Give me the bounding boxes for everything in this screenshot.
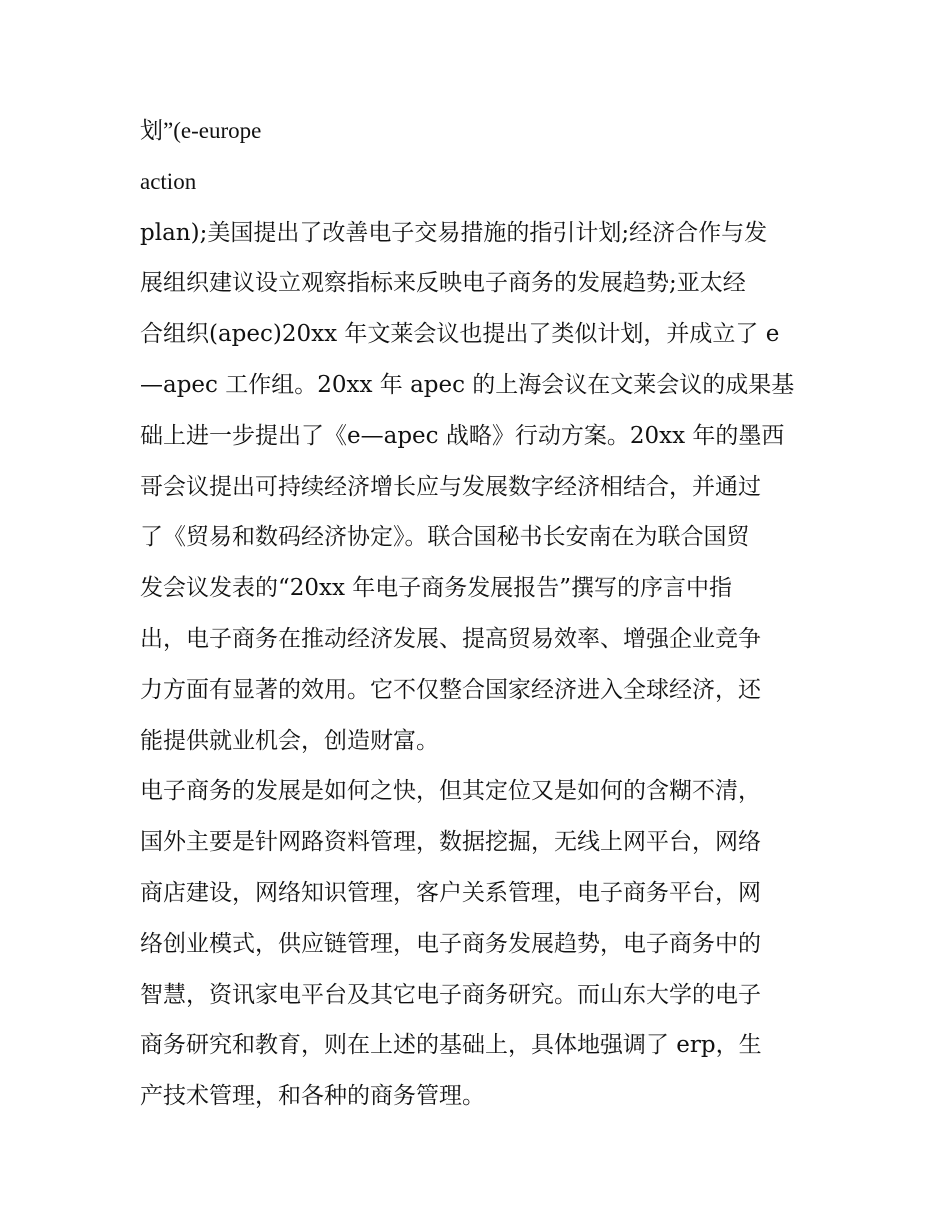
text-line-6: —apec 工作组。20xx 年 apec 的上海会议在文莱会议的成果基	[140, 371, 795, 398]
document-body	[140, 106, 820, 1122]
text-line-12: 力方面有显著的效用。它不仅整合国家经济进入全球经济，还	[140, 676, 761, 703]
text-line-15: 国外主要是针网路资料管理，数据挖掘，无线上网平台，网络	[140, 829, 761, 856]
text-line-9: 了《贸易和数码经济协定》。联合国秘书长安南在为联合国贸	[140, 524, 750, 551]
text-line-18: 智慧，资讯家电平台及其它电子商务研究。而山东大学的电子	[140, 981, 761, 1008]
text-line-17: 络创业模式，供应链管理，电子商务发展趋势，电子商务中的	[140, 930, 761, 957]
text-line-4: 展组织建议设立观察指标来反映电子商务的发展趋势;亚太经	[140, 270, 746, 297]
text-line-8: 哥会议提出可持续经济增长应与发展数字经济相结合，并通过	[140, 473, 761, 500]
text-line-14: 电子商务的发展是如何之快，但其定位又是如何的含糊不清，	[140, 778, 761, 805]
text-line-13: 能提供就业机会，创造财富。	[140, 727, 439, 754]
text-line-7: 础上进一步提出了《e—apec 战略》行动方案。20xx 年的墨西	[140, 422, 785, 449]
text-line-3: plan);美国提出了改善电子交易措施的指引计划;经济合作与发	[140, 219, 768, 246]
text-line-1: 划”(e-europe	[140, 118, 262, 143]
text-line-11: 出，电子商务在推动经济发展、提高贸易效率、增强企业竞争	[140, 625, 761, 652]
text-line-2: action	[140, 168, 197, 194]
text-line-16: 商店建设，网络知识管理，客户关系管理，电子商务平台，网	[140, 879, 761, 906]
text-line-19: 商务研究和教育，则在上述的基础上，具体地强调了 erp，生	[140, 1032, 762, 1059]
text-line-5: 合组织(apec)20xx 年文莱会议也提出了类似计划，并成立了 e	[140, 321, 780, 348]
text-line-20: 产技术管理，和各种的商务管理。	[140, 1083, 485, 1110]
text-line-10: 发会议发表的“20xx 年电子商务发展报告”撰写的序言中指	[140, 575, 733, 602]
